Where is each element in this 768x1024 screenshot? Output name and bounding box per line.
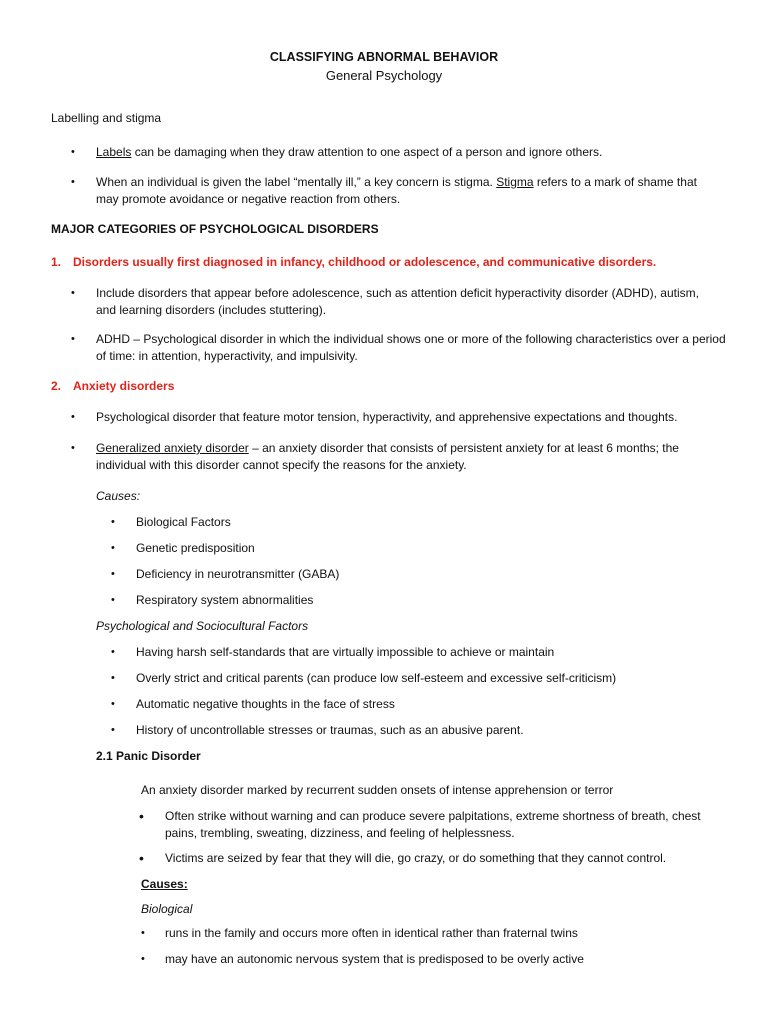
bullet-icon: • [71, 333, 75, 345]
biological-label: Biological [141, 902, 193, 916]
labels-text: can be damaging when they draw attention to one aspect of a person and ignore others. [131, 145, 603, 159]
bullet-icon: • [111, 516, 115, 528]
bullet-icon: • [111, 594, 115, 606]
psych-factor-item: Automatic negative thoughts in the face of stress [136, 697, 395, 711]
bullet-icon: • [111, 646, 115, 658]
panic-bullet: Often strike without warning and can produce severe palpitations, extreme shortness of breath, chest pains, trembling, sweating, dizziness, and feeling of helplessness. [165, 809, 701, 840]
bullet-icon: • [71, 411, 75, 423]
cause-item: Biological Factors [136, 515, 231, 529]
cause-item: Respiratory system abnormalities [136, 593, 314, 607]
bullet-icon: • [71, 176, 75, 188]
section2-heading: Anxiety disorders [73, 379, 175, 393]
bullet-icon: • [111, 568, 115, 580]
section1-number: 1. [51, 255, 62, 269]
stigma-term: Stigma [496, 175, 534, 189]
gad-paragraph [96, 440, 726, 474]
labelling-heading: Labelling and stigma [51, 111, 162, 125]
cause-item: Deficiency in neurotransmitter (GABA) [136, 567, 340, 581]
bullet-icon: • [141, 927, 145, 939]
bullet-icon: • [111, 698, 115, 710]
section1-bullet: Include disorders that appear before adolescence, such as attention deficit hyperactivity disorder (ADHD), autism, and learning disorders (includes stuttering). [96, 286, 699, 317]
gad-term: Generalized anxiety disorder [96, 441, 249, 455]
psych-factor-item: Overly strict and critical parents (can produce low self-esteem and excessive self-criticism) [136, 671, 617, 685]
labels-paragraph [96, 144, 716, 161]
section1-bullet: ADHD – Psychological disorder in which the individual shows one or more of the following characteristics over a period of time: in attention, hyperactivity, and impulsivity. [96, 332, 726, 363]
panic-bullet: Victims are seized by fear that they will die, go crazy, or do something that they cannot control. [165, 851, 667, 865]
section2-bullet: Psychological disorder that feature motor tension, hyperactivity, and apprehensive expectations and thoughts. [96, 410, 678, 424]
bullet-icon: • [71, 442, 75, 454]
biological-item: runs in the family and occurs more often in identical rather than fraternal twins [165, 926, 578, 940]
psych-factor-item: History of uncontrollable stresses or traumas, such as an abusive parent. [136, 723, 524, 737]
psych-factors-label: Psychological and Sociocultural Factors [96, 619, 309, 633]
bullet-icon: • [111, 724, 115, 736]
bullet-icon: • [111, 542, 115, 554]
document-title: CLASSIFYING ABNORMAL BEHAVIOR [269, 50, 499, 64]
panic-causes-label: Causes: [141, 877, 188, 891]
gad-text: – an anxiety disorder that consists of persistent anxiety for at least 6 months; the individual with this disorder cannot specify the reasons for the anxiety. [96, 441, 679, 472]
section2-number: 2. [51, 379, 62, 393]
document-subtitle: General Psychology [325, 68, 443, 83]
bullet-icon: • [71, 146, 75, 158]
stigma-text-pre: When an individual is given the label “mentally ill,” a key concern is stigma. [96, 175, 497, 189]
bullet-icon: • [141, 953, 145, 965]
panic-heading: 2.1 Panic Disorder [96, 749, 201, 763]
bullet-icon: • [71, 287, 75, 299]
cause-item: Genetic predisposition [136, 541, 255, 555]
bullet-icon: • [111, 672, 115, 684]
section1-heading: Disorders usually first diagnosed in infancy, childhood or adolescence, and communicative disorders. [73, 255, 657, 269]
psych-factor-item: Having harsh self-standards that are virtually impossible to achieve or maintain [136, 645, 555, 659]
biological-item: may have an autonomic nervous system that is predisposed to be overly active [165, 952, 584, 966]
bullet-icon: • [139, 850, 144, 866]
stigma-paragraph [96, 174, 716, 208]
bullet-icon: • [139, 808, 144, 824]
major-categories-heading: MAJOR CATEGORIES OF PSYCHOLOGICAL DISORDERS [51, 222, 379, 236]
panic-definition: An anxiety disorder marked by recurrent sudden onsets of intense apprehension or terror [141, 783, 614, 797]
stigma-text-post: refers to a mark of shame that may promote avoidance or negative reaction from others. [96, 175, 697, 206]
labels-term: Labels [96, 145, 132, 159]
causes-label: Causes: [96, 489, 141, 503]
